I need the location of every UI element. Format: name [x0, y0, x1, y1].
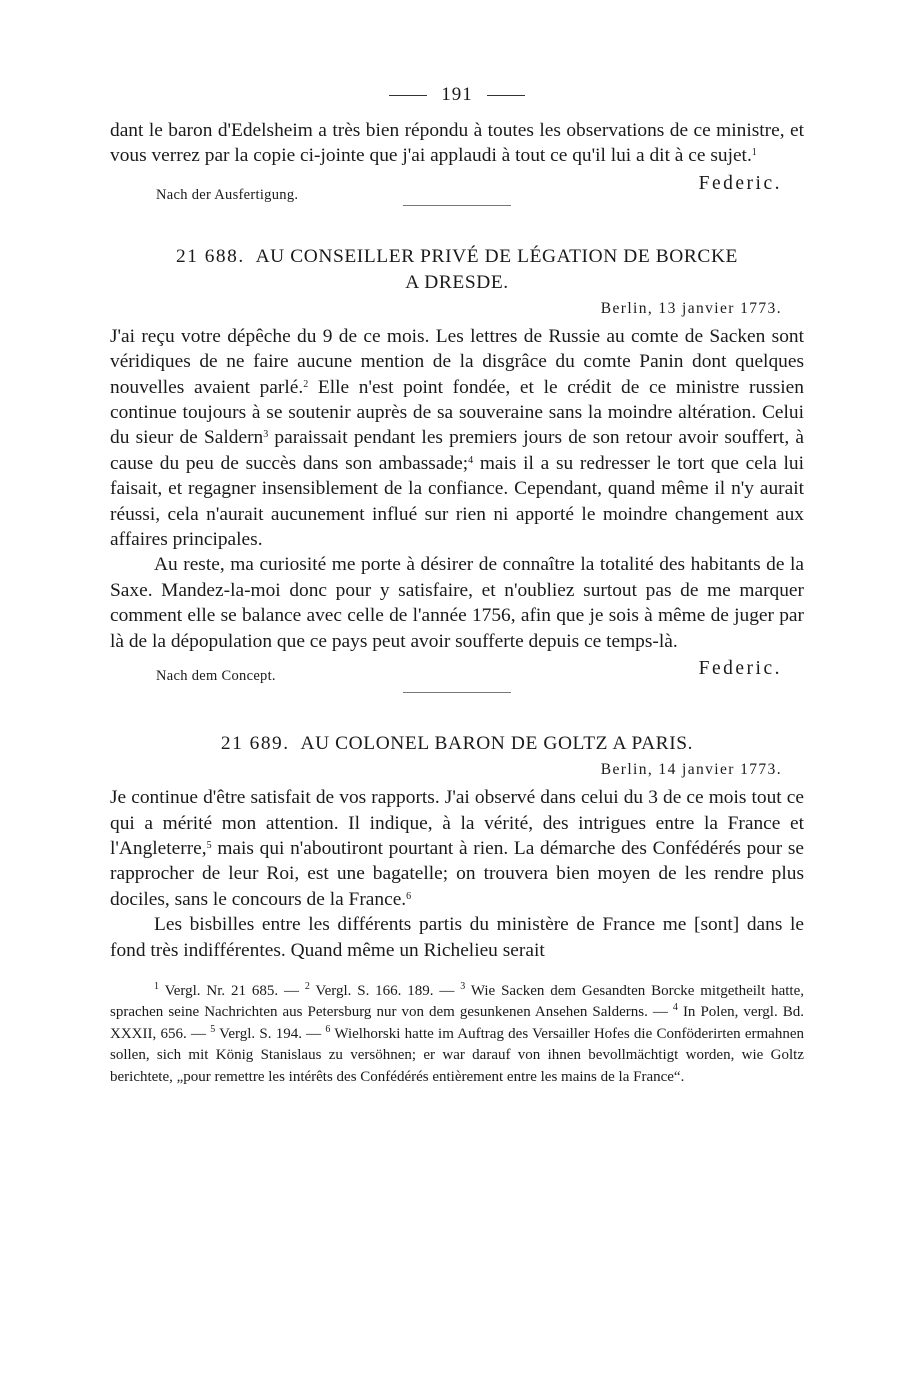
footnote-ref: 4	[468, 454, 474, 466]
footnote-text: In Polen, vergl. Bd. XXXII, 656. —	[110, 1004, 805, 1042]
footnote-marker: 5	[210, 1023, 216, 1035]
footnote-ref: 3	[263, 429, 269, 441]
page	[110, 84, 804, 1088]
letter-number: 21 688.	[176, 245, 245, 267]
footnote-marker: 4	[672, 1002, 678, 1014]
letter-paragraph: Les bisbilles entre les différents partis du ministère de France me [sont] dans le fond très indifférentes. Quand même un Richelieu serait	[110, 914, 804, 961]
letter-paragraph: Au reste, ma curiosité me porte à désirer de connaître la totalité des habitants de la Saxe. Mandez-la-moi donc pour y satisfaire, et n'oubliez surtout pas de me marquer comment elle se balance avec celle de l'année 1756, afin que je sois à même de juger par là de la dépopulation que ce pays peut avoir soufferte depuis ce temps-là.	[110, 554, 804, 652]
letter-number: 21 689.	[220, 733, 290, 755]
footnote-text: Vergl. S. 166. 189. —	[309, 982, 461, 999]
dateline: Berlin, 14 janvier 1773.	[600, 761, 782, 779]
footnote-marker: 2	[304, 980, 310, 992]
footnote-text: Wielhorski hatte im Auftrag des Versailler Hofes die Conföderirten ermahnen sollen, sich mit König Stanislaus zu versöhnen; er war darauf von ihnen bevollmächtigt worden, wie Goltz berichtete, „pour remettre les intérêts des Confédérés entièrement entre les mains de la France“.	[110, 1025, 804, 1085]
signature: Federic.	[698, 658, 782, 680]
footnote-text: Vergl. S. 194. —	[215, 1025, 326, 1042]
page-number: 191	[441, 84, 473, 105]
letter-title-line2: A DRESDE.	[405, 271, 509, 293]
intro-signature-row	[110, 169, 804, 203]
letter-heading	[110, 731, 804, 757]
paragraph-text: Je continue d'être satisfait de vos rapports. J'ai observé dans celui du 3 de ce mois tout ce qui a mérité mon attention. Il indique, à la vérité, des intrigues entre la France et l'Angleterre,	[110, 787, 804, 859]
paragraph-text: mais qui n'aboutiront pourtant à rien. La démarche des Confédérés pour se rapprocher de leur Roi, est une bagatelle; on trouvera bien moyen de les rendre plus dociles, sans le concours de la France.	[110, 837, 804, 910]
letter-paragraph	[110, 324, 804, 553]
dateline: Berlin, 13 janvier 1773.	[600, 299, 782, 317]
letter-heading	[110, 244, 804, 296]
footnote-ref: 1	[751, 147, 757, 159]
footnote-block	[110, 981, 804, 1088]
letter-paragraph	[110, 785, 804, 912]
paragraph-text: Elle n'est point fondée, et le crédit de ce ministre russien continue toujours à se soutenir auprès de sa souveraine sans la moindre altération. Celui du sieur de Saldern	[110, 376, 804, 449]
footnotes	[110, 981, 804, 1088]
page-number-header	[110, 84, 804, 106]
footnote-ref: 5	[206, 839, 212, 851]
footnote-text: Wie Sacken dem Gesandten Borcke mitgetheilt hatte, sprachen seine Nachrichten aus Petersburg nur von dem gesunkenen Ansehen Salderns. —	[110, 982, 804, 1021]
footnote-marker: 6	[325, 1023, 331, 1035]
header-dash-right	[487, 95, 525, 96]
header-dash-left	[389, 95, 427, 96]
paragraph-text: J'ai reçu votre dépêche du 9 de ce mois. Les lettres de Russie au comte de Sacken sont véridiques de ne faire aucune mention de la disgrâce du comte Panin dont quelques nouvelles avaient parlé.	[110, 325, 804, 398]
signature: Federic.	[698, 172, 782, 194]
intro-text: dant le baron d'Edelsheim a très bien répondu à toutes les observations de ce ministre, et vous verrez par la copie ci-jointe que j'ai applaudi à tout ce qu'il lui a dit à ce sujet.	[110, 120, 804, 167]
footnote-ref: 2	[303, 378, 309, 390]
footnote-text: Vergl. Nr. 21 685. —	[159, 982, 305, 999]
footnote-marker: 3	[460, 980, 466, 992]
intro-paragraph	[110, 118, 804, 169]
source-note: Nach dem Concept.	[156, 668, 276, 685]
source-note: Nach der Ausfertigung.	[156, 186, 299, 203]
paragraph-text: mais il a su redresser le tort que cela lui faisait, et regagner insensiblement de la confiance. Cependant, quand même il n'y aurait réussi, cela n'aurait aucunement influé sur rien ni apporté le moindre changement aux affaires principales.	[110, 452, 804, 551]
letter-title: AU CONSEILLER PRIVÉ DE LÉGATION DE BORCKE	[255, 245, 738, 267]
letter-title: AU COLONEL BARON DE GOLTZ A PARIS.	[300, 733, 694, 755]
letter-signature-row	[110, 654, 804, 688]
footnote-marker: 1	[154, 980, 159, 992]
paragraph-text: paraissait pendant les premiers jours de son retour avoir souffert, à cause du peu de succès dans son ambassade;	[110, 427, 804, 474]
footnote-ref: 6	[406, 890, 412, 902]
